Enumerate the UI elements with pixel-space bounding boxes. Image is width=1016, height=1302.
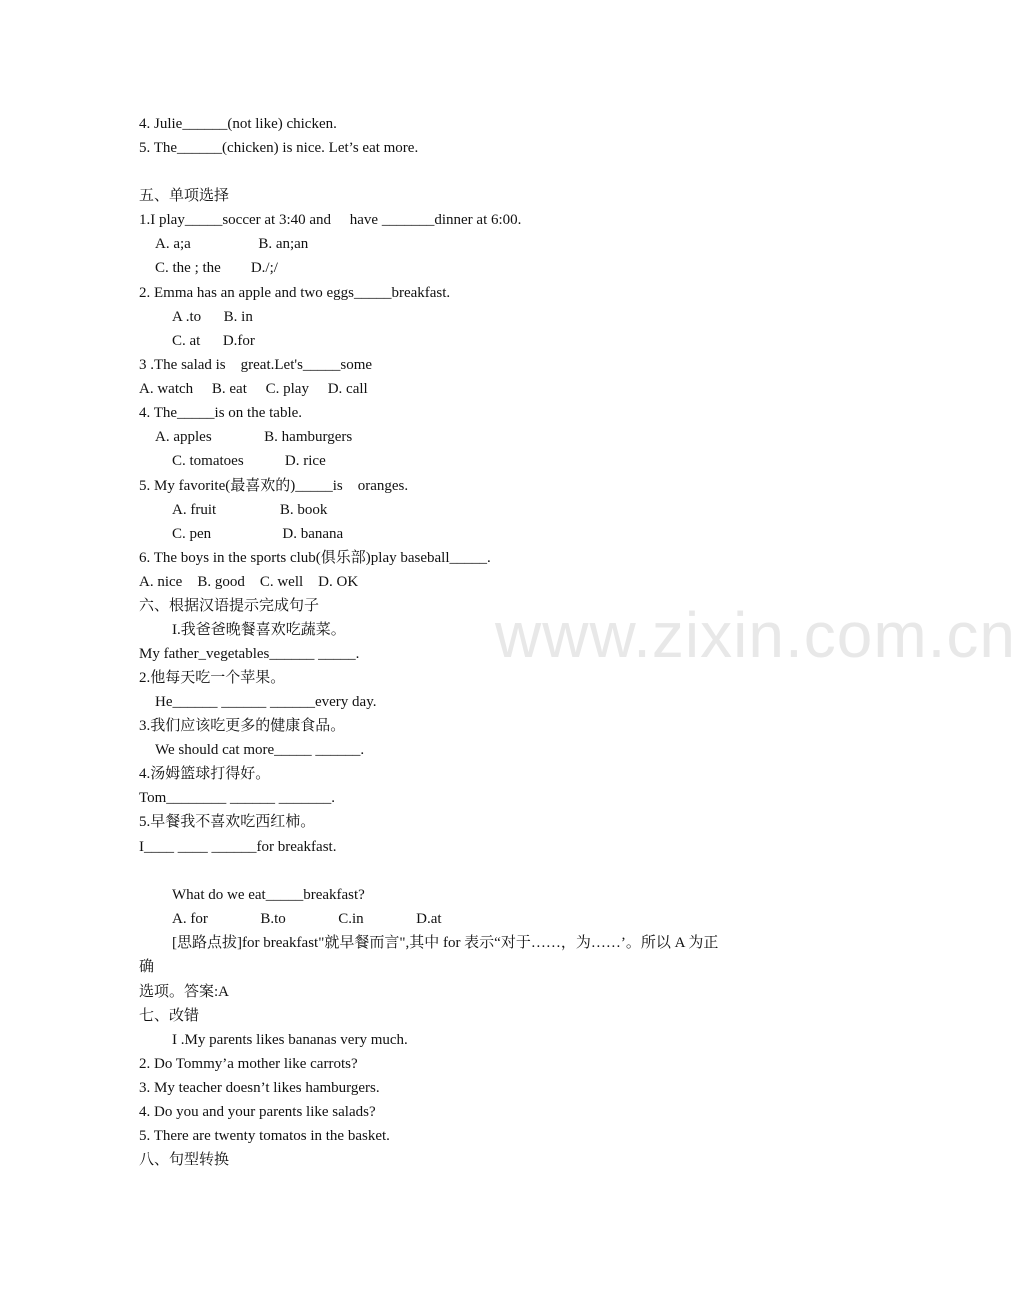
option-line: A. a;a B. an;an — [155, 236, 309, 252]
text-line: 5. The______(chicken) is nice. Let’s eat more. — [139, 140, 419, 156]
prompt-line: 3.我们应该吃更多的健康食品。 — [139, 718, 346, 734]
option-line: A. watch B. eat C. play D. call — [139, 381, 368, 397]
prompt-line: 5.早餐我不喜欢吃西红柿。 — [139, 814, 316, 830]
question-line: 5. My favorite(最喜欢的)_____is oranges. — [139, 478, 409, 494]
answer-line: He______ ______ ______every day. — [155, 694, 377, 710]
question-line: 4. Do you and your parents like salads? — [139, 1104, 376, 1120]
section-heading: 六、根据汉语提示完成句子 — [139, 598, 320, 614]
option-line: A. nice B. good C. well D. OK — [139, 574, 359, 590]
option-line: A .to B. in — [172, 309, 253, 325]
question-line: I .My parents likes bananas very much. — [172, 1032, 408, 1048]
option-line: C. tomatoes D. rice — [172, 453, 326, 469]
answer-line: I____ ____ ______for breakfast. — [139, 839, 337, 855]
question-line: 4. The_____is on the table. — [139, 405, 303, 421]
prompt-line: I.我爸爸晚餐喜欢吃蔬菜。 — [172, 622, 346, 638]
prompt-line: 2.他每天吃一个苹果。 — [139, 670, 286, 686]
option-line: C. the ; the D./;/ — [155, 260, 278, 276]
option-line: C. pen D. banana — [172, 526, 344, 542]
option-line: A. fruit B. book — [172, 502, 328, 518]
question-line: 6. The boys in the sports club(俱乐部)play baseball_____. — [139, 550, 491, 566]
option-line: A. for B.to C.in D.at — [172, 911, 442, 927]
text-line: 4. Julie______(not like) chicken. — [139, 116, 337, 132]
answer-line: My father_vegetables______ _____. — [139, 646, 360, 662]
prompt-line: 4.汤姆篮球打得好。 — [139, 766, 271, 782]
question-line: 3 .The salad is great.Let's_____some — [139, 357, 373, 373]
section-heading: 八、句型转换 — [139, 1152, 230, 1168]
answer-line: We should cat more_____ ______. — [155, 742, 365, 758]
answer-line: 选项。答案:A — [139, 984, 230, 1000]
watermark: www.zixin.com.cn — [495, 599, 1016, 671]
option-line: C. at D.for — [172, 333, 255, 349]
question-line: 3. My teacher doesn’t likes hamburgers. — [139, 1080, 380, 1096]
question-line: 5. There are twenty tomatos in the basket. — [139, 1128, 390, 1144]
question-line: 1.I play_____soccer at 3:40 and have _______dinner at 6:00. — [139, 212, 522, 228]
explanation-line: [思路点拔]for breakfast"就早餐而言",其中 for 表示“对于……，为……’。所以 A 为正 — [172, 935, 719, 951]
section-heading: 五、单项选择 — [139, 188, 230, 204]
question-line: What do we eat_____breakfast? — [172, 887, 365, 903]
option-line: A. apples B. hamburgers — [155, 429, 353, 445]
question-line: 2. Emma has an apple and two eggs_____breakfast. — [139, 285, 451, 301]
explanation-line: 确 — [139, 959, 155, 975]
question-line: 2. Do Tommy’a mother like carrots? — [139, 1056, 358, 1072]
section-heading: 七、改错 — [139, 1008, 200, 1024]
answer-line: Tom________ ______ _______. — [139, 790, 336, 806]
